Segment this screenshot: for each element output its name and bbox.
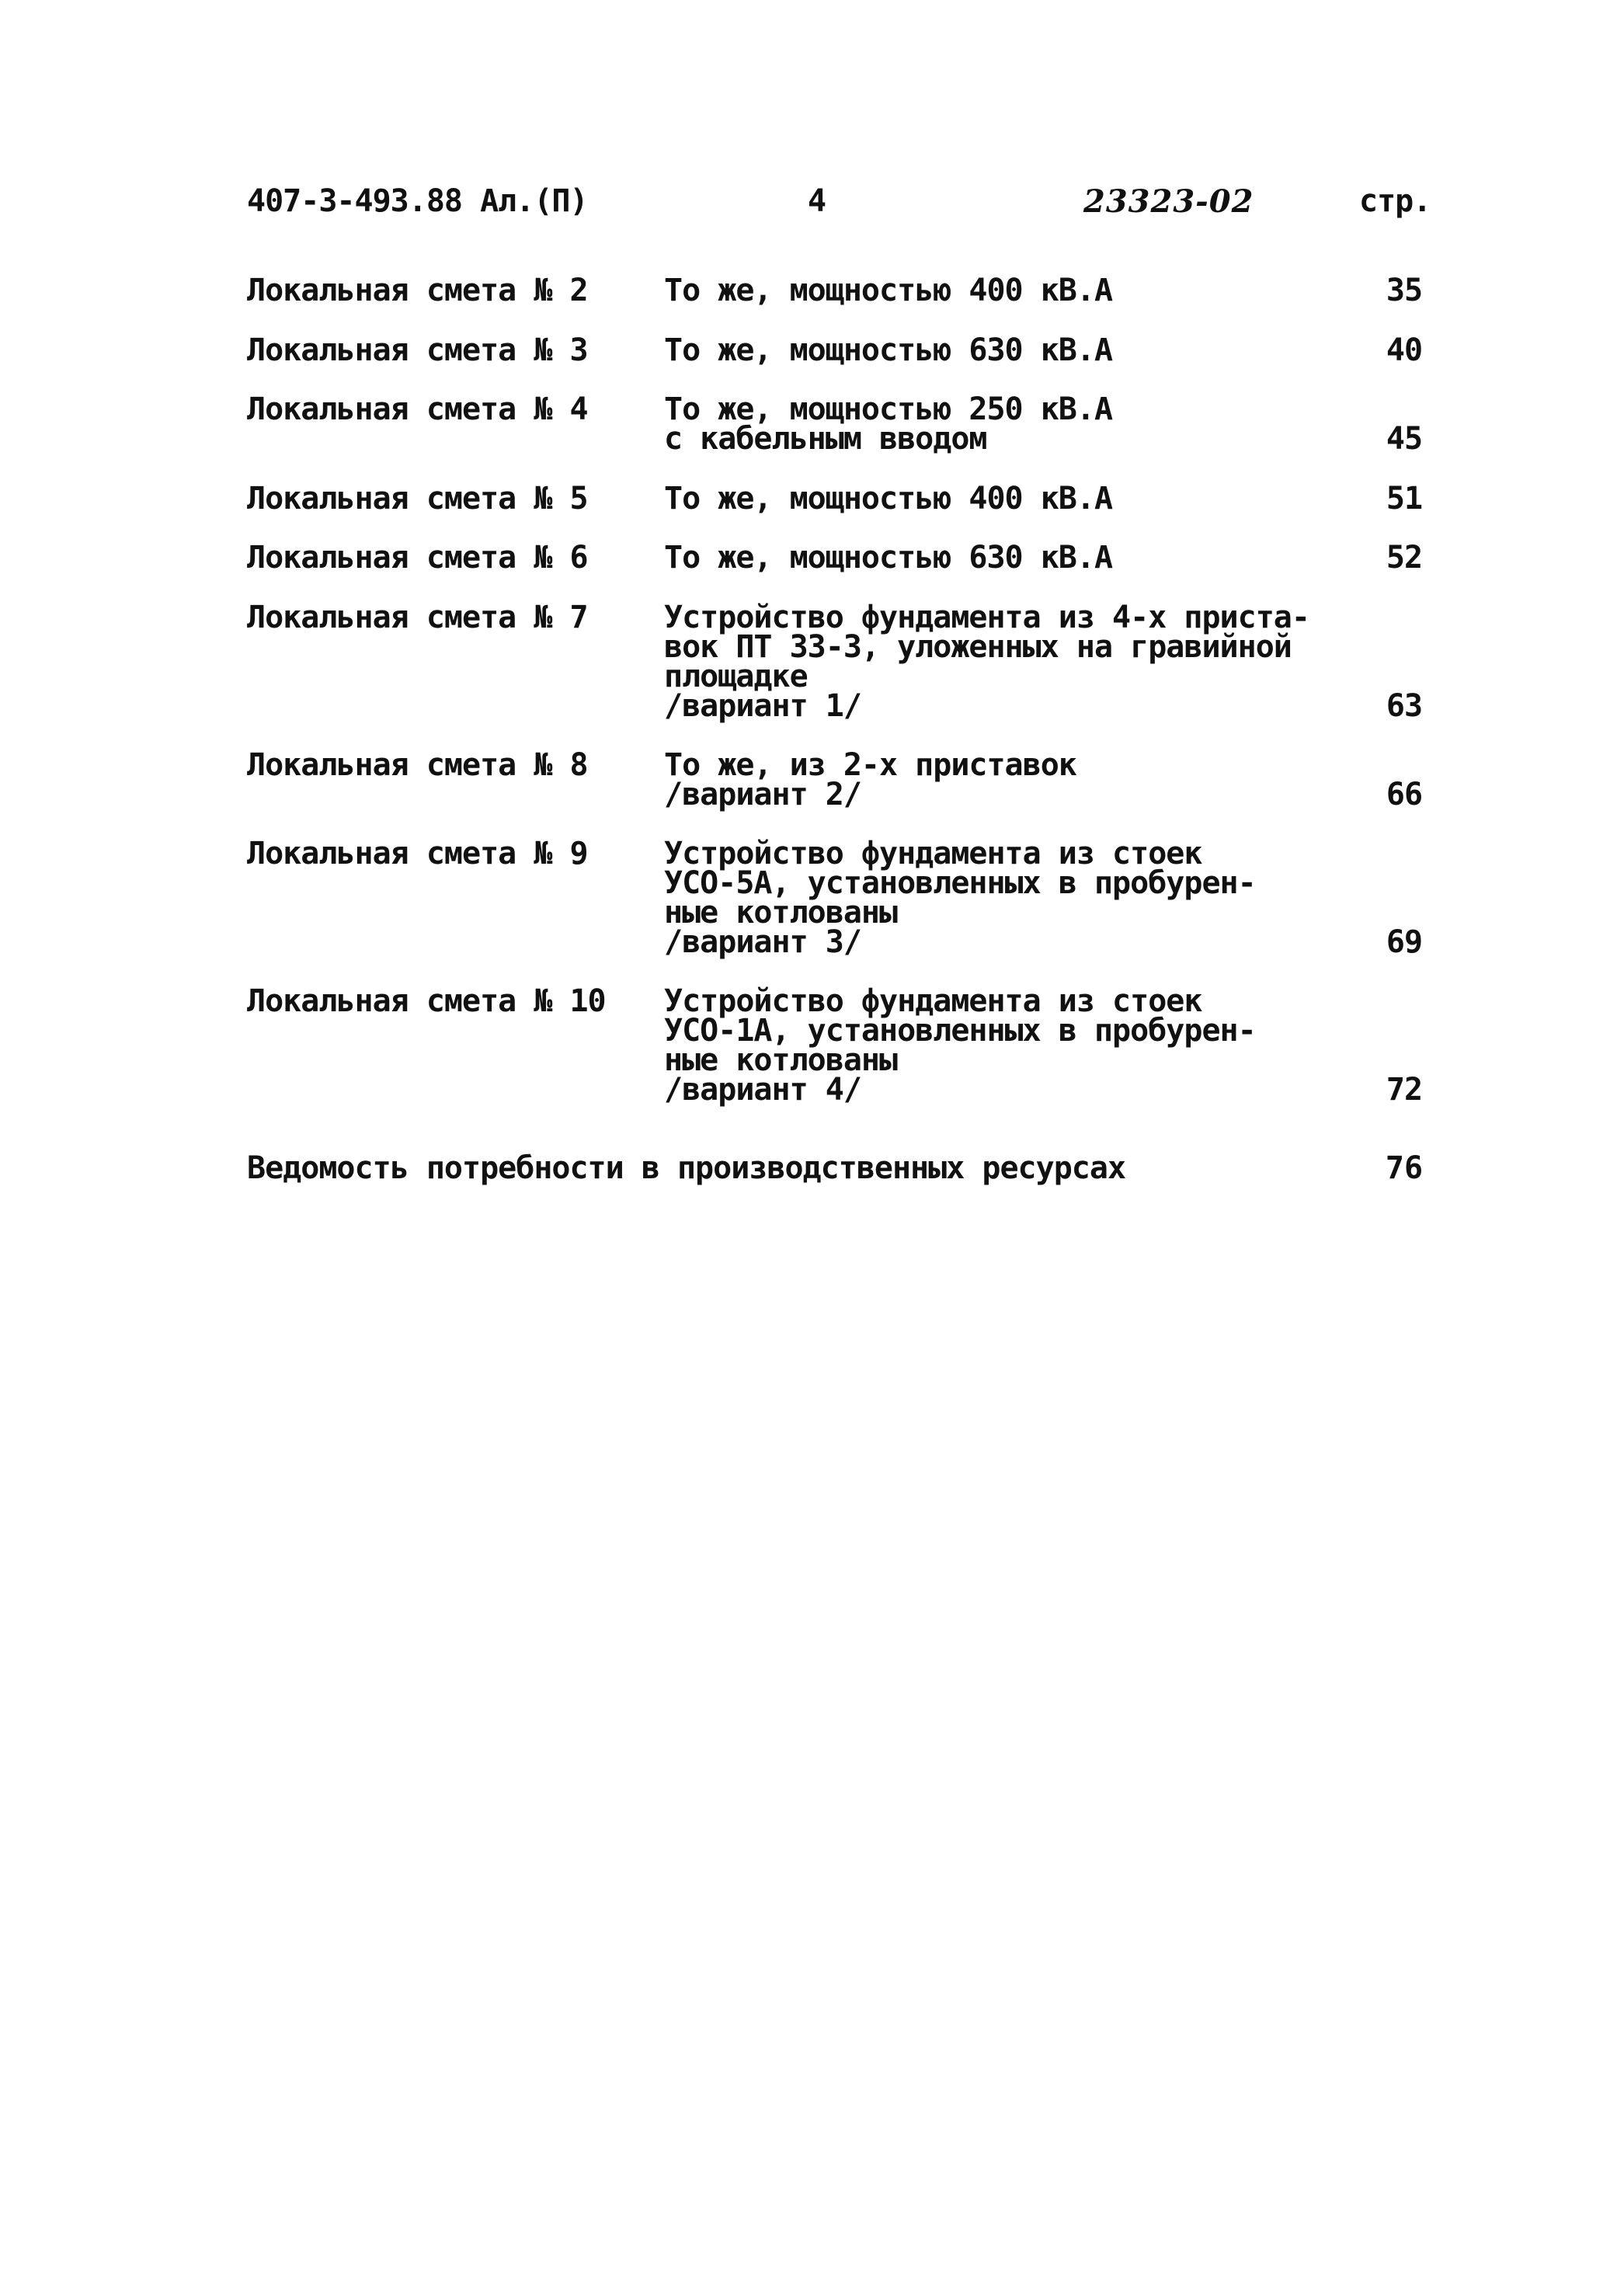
- footer-entry-label: Ведомость потребности в производственных ресурсах: [247, 1150, 1126, 1186]
- entry-page: 63: [1386, 688, 1423, 724]
- entry-description: [664, 273, 1113, 308]
- entry-description: [664, 332, 1113, 368]
- entry-label: Локальная смета № 4: [247, 391, 588, 427]
- description-line: с кабельным вводом: [664, 421, 987, 457]
- description-line: Устройство фундамента из стоек: [664, 836, 1202, 871]
- entry-description: [664, 391, 1113, 457]
- entry-label: Локальная смета № 9: [247, 836, 588, 871]
- footer-entry-page: 76: [1385, 1150, 1424, 1186]
- description-line: /вариант 1/: [664, 688, 861, 724]
- description-line: ные котлованы: [664, 895, 898, 931]
- description-line: вок ПТ 33-3, уложенных на гравийной: [664, 629, 1292, 665]
- entry-page: 51: [1386, 481, 1423, 517]
- description-line: То же, мощностью 250 кВ.А: [664, 391, 1113, 427]
- description-line: Устройство фундамента из стоек: [664, 983, 1202, 1019]
- entry-description: [664, 600, 1309, 724]
- entry-page: 35: [1386, 273, 1423, 308]
- entry-description: [664, 983, 1256, 1108]
- description-line: УСО-5А, установленных в пробурен-: [664, 865, 1256, 901]
- description-line: УСО-1А, установленных в пробурен-: [664, 1013, 1256, 1049]
- entry-label: Локальная смета № 5: [247, 481, 588, 517]
- entry-page: 40: [1386, 332, 1423, 368]
- description-line: То же, из 2-х приставок: [664, 747, 1076, 783]
- description-line: площадке: [664, 659, 808, 694]
- handwritten-number: 23323-02: [1083, 183, 1254, 220]
- description-line: Устройство фундамента из 4-х пристa-: [664, 600, 1309, 635]
- entry-description: [664, 481, 1113, 517]
- description-line: /вариант 2/: [664, 777, 861, 812]
- page-column-label: стр.: [1359, 183, 1431, 219]
- entry-page: 72: [1386, 1072, 1423, 1108]
- entry-page: 45: [1386, 421, 1423, 457]
- description-line: /вариант 3/: [664, 924, 861, 960]
- description-line: /вариант 4/: [664, 1072, 861, 1108]
- entry-description: [664, 540, 1113, 576]
- entry-description: [664, 836, 1256, 960]
- description-line: То же, мощностью 630 кВ.А: [664, 332, 1113, 368]
- page-number: 4: [808, 183, 826, 219]
- description-line: То же, мощностью 400 кВ.А: [664, 273, 1113, 308]
- entry-label: Локальная смета № 6: [247, 540, 588, 576]
- entry-label: Локальная смета № 10: [247, 983, 606, 1019]
- document-code: 407-3-493.88 Ал.(П): [247, 183, 588, 219]
- description-line: То же, мощностью 400 кВ.А: [664, 481, 1113, 517]
- entry-page: 66: [1386, 777, 1423, 812]
- entry-page: 52: [1386, 540, 1423, 576]
- description-line: ные котлованы: [664, 1042, 898, 1078]
- description-line: То же, мощностью 630 кВ.А: [664, 540, 1113, 576]
- entry-label: Локальная смета № 2: [247, 273, 588, 308]
- entry-label: Локальная смета № 3: [247, 332, 588, 368]
- entry-label: Локальная смета № 8: [247, 747, 588, 783]
- entry-page: 69: [1386, 924, 1423, 960]
- entry-description: [664, 747, 1076, 812]
- entry-label: Локальная смета № 7: [247, 600, 588, 635]
